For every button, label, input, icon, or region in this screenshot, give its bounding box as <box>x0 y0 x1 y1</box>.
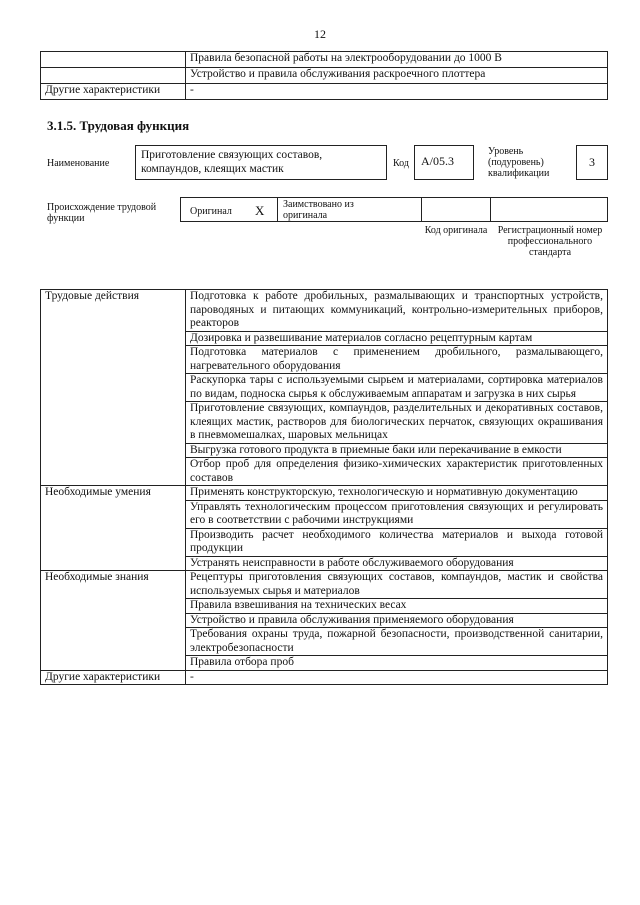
table-row <box>41 670 608 685</box>
knowledge-label: Необходимые знания <box>41 571 186 671</box>
table-cell: Правила отбора проб <box>186 656 608 671</box>
table-row <box>41 486 608 501</box>
table-cell-value: Устройство и правила обслуживания раскроечного плоттера <box>186 68 608 84</box>
level-box: 3 <box>576 145 608 180</box>
table-cell: Отбор проб для определения физико-химических характеристик приготовленных составов <box>186 458 608 486</box>
table-row <box>41 52 608 68</box>
top-table <box>40 51 608 100</box>
table-cell: Устройство и правила обслуживания применяемого оборудования <box>186 613 608 628</box>
origin-row <box>180 197 608 222</box>
table-cell-label <box>41 52 186 68</box>
name-label: Наименование <box>47 158 110 169</box>
table-cell: Требования охраны труда, пожарной безопасности, производственной санитарии, электробезопасности <box>186 628 608 656</box>
table-cell-value: - <box>186 84 608 100</box>
table-cell: - <box>186 670 608 685</box>
section-title: 3.1.5. Трудовая функция <box>47 118 190 133</box>
other-characteristics-label: Другие характеристики <box>41 670 186 685</box>
original-mark: X <box>255 203 265 218</box>
original-label: Оригинал <box>190 206 232 217</box>
borrowed-cell <box>277 197 422 222</box>
page-number: 12 <box>314 27 326 41</box>
origin-label: Происхождение трудовой функции <box>47 202 157 224</box>
table-cell: Приготовление связующих, компаундов, разделительных и декоративных составов, клеящих мастик, растворов для биологических перчаток, связующих окрашивания в пневмомешалках, шаровых мельницах <box>186 402 608 444</box>
table-row <box>41 571 608 599</box>
table-cell: Раскупорка тары с используемыми сырьем и материалами, сортировка материалов по видам, подноска сырья к обслуживаемым аппаратам и загрузка в них сырья <box>186 374 608 402</box>
labor-actions-label: Трудовые действия <box>41 290 186 486</box>
table-cell: Дозировка и развешивание материалов согласно рецептурным картам <box>186 331 608 346</box>
main-table <box>40 289 608 685</box>
original-cell <box>180 197 278 222</box>
table-cell: Рецептуры приготовления связующих составов, компаундов, мастик и свойства используемых сырья и материалов <box>186 571 608 599</box>
table-cell: Производить расчет необходимого количества материалов и выхода готовой продукции <box>186 528 608 556</box>
registration-caption: Регистрационный номер профессионального стандарта <box>497 225 603 258</box>
table-row <box>41 68 608 84</box>
skills-label: Необходимые умения <box>41 486 186 571</box>
original-code-cell <box>421 197 491 222</box>
code-caption: Код оригинала <box>424 225 488 236</box>
code-label: Код <box>393 158 409 169</box>
table-cell: Управлять технологическим процессом приготовления связующих и регулировать его в соответствии с рабочими инструкциями <box>186 500 608 528</box>
function-name-box: Приготовление связующих составов, компаундов, клеящих мастик <box>135 145 387 180</box>
table-cell-label: Другие характеристики <box>41 84 186 100</box>
table-cell: Выгрузка готового продукта в приемные баки или перекачивание в емкости <box>186 443 608 458</box>
level-label: Уровень (подуровень) квалификации <box>488 146 550 179</box>
table-cell: Подготовка материалов с применением дробильного, размалывающего, нагревательного оборудования <box>186 346 608 374</box>
table-cell-label <box>41 68 186 84</box>
table-row <box>41 84 608 100</box>
table-cell-value: Правила безопасной работы на электрооборудовании до 1000 В <box>186 52 608 68</box>
table-cell: Правила взвешивания на технических весах <box>186 599 608 614</box>
table-row <box>41 290 608 332</box>
table-cell: Устранять неисправности в работе обслуживаемого оборудования <box>186 556 608 571</box>
registration-number-cell <box>490 197 608 222</box>
code-box: A/05.3 <box>414 145 474 180</box>
table-cell: Применять конструкторскую, технологическую и нормативную документацию <box>186 486 608 501</box>
borrowed-label: Заимствовано из оригинала <box>283 199 354 221</box>
table-cell: Подготовка к работе дробильных, размалывающих и транспортных устройств, пароводяных и питающих коммуникаций, контрольно-измерительных приборов, реакторов <box>186 290 608 332</box>
